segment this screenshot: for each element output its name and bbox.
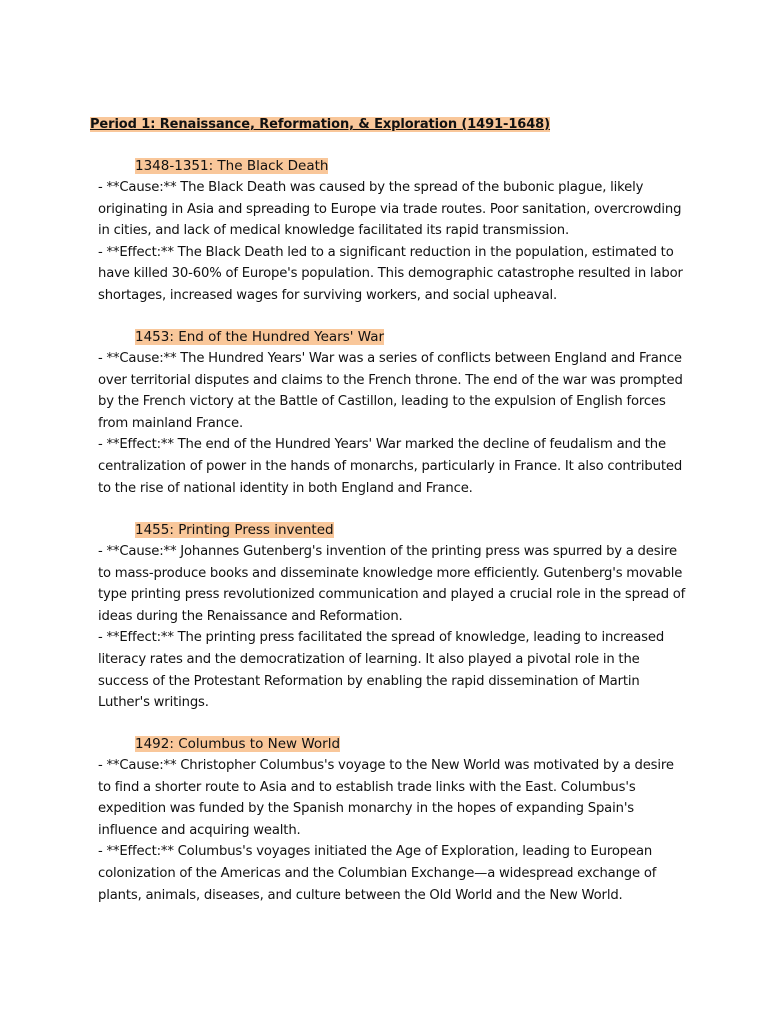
section-heading bbox=[135, 156, 690, 177]
section-heading-text: 1455: Printing Press invented bbox=[135, 522, 334, 538]
cause-paragraph: - **Cause:** The Black Death was caused by the spread of the bubonic plague, likely originating in Asia and spreading to Europe via trade routes. Poor sanitation, overcrowding in cities, and lack of medical knowledge facilitated its rapid transmission. bbox=[98, 180, 682, 239]
effect-paragraph: - **Effect:** The Black Death led to a significant reduction in the population, estimated to have killed 30-60% of Europe's population. This demographic catastrophe resulted in labor shortages, increased wages for surviving workers, and social upheaval. bbox=[98, 244, 683, 303]
section-heading bbox=[135, 734, 690, 755]
section-heading bbox=[135, 327, 690, 348]
document-title-text: Period 1: Renaissance, Reformation, & Exploration (1491-1648) bbox=[90, 117, 550, 132]
section-black-death bbox=[90, 156, 690, 307]
cause-paragraph: - **Cause:** Johannes Gutenberg's invention of the printing press was spurred by a desire to mass-produce books and disseminate knowledge more efficiently. Gutenberg's movable type printing press revolutionized communication and played a crucial role in the spread of ideas during the Renaissance and Reformation. bbox=[98, 544, 686, 624]
section-heading-text: 1492: Columbus to New World bbox=[135, 736, 341, 752]
effect-paragraph: - **Effect:** The printing press facilitated the spread of knowledge, leading to increased literacy rates and the democratization of learning. It also played a pivotal role in the success of the Protestant Reformation by enabling the rapid dissemination of Martin Luther's writings. bbox=[98, 630, 665, 711]
effect-paragraph: - **Effect:** Columbus's voyages initiated the Age of Exploration, leading to European colonization of the Americas and the Columbian Exchange—a widespread exchange of plants, animals, diseases, and culture between the Old World and the New World. bbox=[98, 844, 657, 903]
section-heading-text: 1453: End of the Hundred Years' War bbox=[135, 329, 385, 345]
effect-paragraph: - **Effect:** The end of the Hundred Years' War marked the decline of feudalism and the centralization of power in the hands of monarchs, particularly in France. It also contributed to the rise of national identity in both England and France. bbox=[98, 437, 683, 496]
section-printing-press bbox=[90, 520, 690, 714]
cause-paragraph: - **Cause:** Christopher Columbus's voyage to the New World was motivated by a desire to find a shorter route to Asia and to establish trade links with the East. Columbus's expedition was funded by the Spanish monarchy in the hopes of expanding Spain's influence and acquiring wealth. bbox=[98, 758, 674, 838]
cause-paragraph: - **Cause:** The Hundred Years' War was a series of conflicts between England and France over territorial disputes and claims to the French throne. The end of the war was prompted by the French victory at the Battle of Castillon, leading to the expulsion of English forces from mainland France. bbox=[98, 351, 683, 431]
section-heading-text: 1348-1351: The Black Death bbox=[135, 158, 329, 174]
section-columbus bbox=[90, 734, 690, 906]
document-title bbox=[90, 116, 550, 134]
section-heading bbox=[135, 520, 690, 541]
section-hundred-years-war bbox=[90, 327, 690, 499]
